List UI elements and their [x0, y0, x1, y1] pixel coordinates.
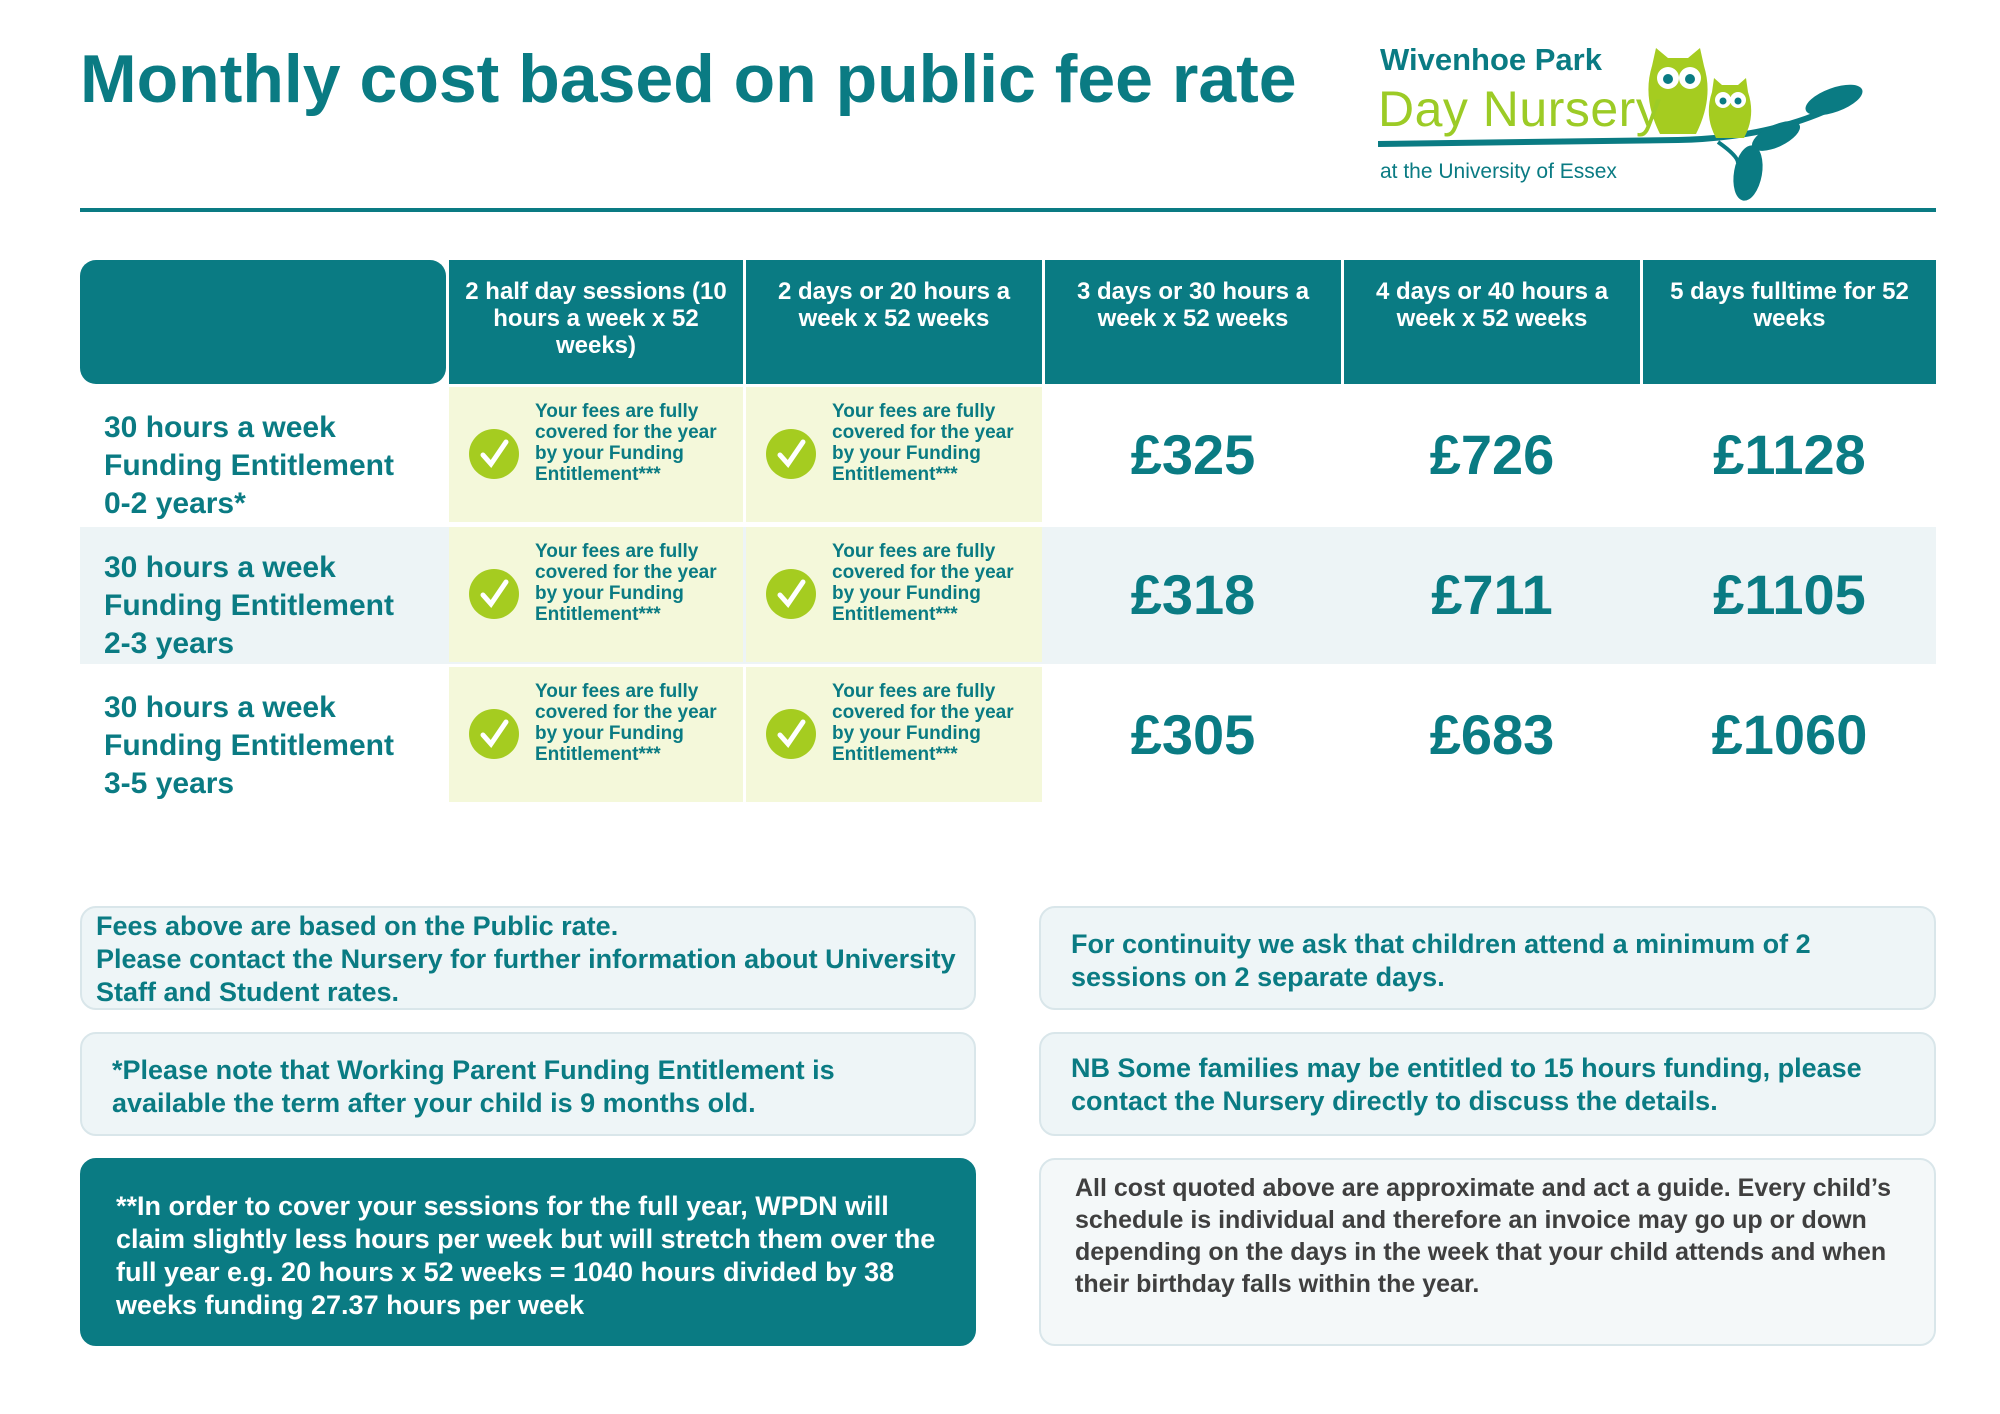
public-rate-note: Fees above are based on the Public rate. Please contact the Nursery for further information about University Staff and Student rates. — [80, 906, 976, 1010]
column-header: 2 half day sessions (10 hours a week x 52 weeks) — [449, 260, 743, 384]
table-corner-cell — [80, 260, 446, 384]
checkmark-icon — [469, 569, 519, 619]
nursery-logo — [1378, 38, 1910, 208]
claim-hours-note: **In order to cover your sessions for the full year, WPDN will claim slightly less hours per week but will stretch them over the full year e.g. 20 hours x 52 weeks = 1040 hours divided by 38 weeks funding 27.37 hours per week — [80, 1158, 976, 1346]
covered-cell: Your fees are fully covered for the year by your Funding Entitlement*** — [449, 527, 743, 662]
checkmark-icon — [766, 569, 816, 619]
checkmark-icon — [766, 429, 816, 479]
logo-nursery-line: Day Nursery — [1378, 81, 1662, 137]
row-label: 30 hours a week Funding Entitlement 0-2 years* — [104, 411, 394, 520]
fifteen-hours-note: NB Some families may be entitled to 15 hours funding, please contact the Nursery directly to discuss the details. — [1039, 1032, 1936, 1136]
row-label: 30 hours a week Funding Entitlement 2-3 years — [104, 551, 394, 660]
checkmark-icon — [766, 709, 816, 759]
row-label: 30 hours a week Funding Entitlement 3-5 years — [104, 691, 394, 800]
covered-cell: Your fees are fully covered for the year by your Funding Entitlement*** — [449, 387, 743, 522]
page-title: Monthly cost based on public fee rate — [80, 41, 1297, 117]
covered-cell: Your fees are fully covered for the year by your Funding Entitlement*** — [746, 667, 1042, 802]
price-cell: £726 — [1429, 423, 1555, 486]
price-cell: £1060 — [1711, 703, 1868, 766]
working-parent-note: *Please note that Working Parent Funding Entitlement is available the term after your child is 9 months old. — [80, 1032, 976, 1136]
price-cell: £325 — [1130, 423, 1256, 486]
price-cell: £1105 — [1713, 563, 1866, 626]
covered-cell: Your fees are fully covered for the year by your Funding Entitlement*** — [449, 667, 743, 802]
header-divider — [80, 208, 1936, 212]
logo-name-line: Wivenhoe Park — [1380, 42, 1602, 77]
approximate-cost-note: All cost quoted above are approximate and act a guide. Every child’s schedule is individual and therefore an invoice may go up or down depending on the days in the week that your child attends and when their birthday falls within the year. — [1039, 1158, 1936, 1346]
column-header: 3 days or 30 hours a week x 52 weeks — [1045, 260, 1341, 384]
continuity-note: For continuity we ask that children attend a minimum of 2 sessions on 2 separate days. — [1039, 906, 1936, 1010]
covered-cell: Your fees are fully covered for the year by your Funding Entitlement*** — [746, 387, 1042, 522]
checkmark-icon — [469, 709, 519, 759]
price-cell: £683 — [1429, 703, 1555, 766]
covered-cell: Your fees are fully covered for the year by your Funding Entitlement*** — [746, 527, 1042, 662]
price-cell: £1128 — [1713, 423, 1866, 486]
price-cell: £318 — [1130, 563, 1256, 626]
column-header: 5 days fulltime for 52 weeks — [1643, 260, 1936, 384]
checkmark-icon — [469, 429, 519, 479]
price-cell: £711 — [1431, 563, 1553, 626]
logo-university-line: at the University of Essex — [1380, 160, 1617, 183]
column-header: 2 days or 20 hours a week x 52 weeks — [746, 260, 1042, 384]
price-cell: £305 — [1130, 703, 1256, 766]
column-header: 4 days or 40 hours a week x 52 weeks — [1344, 260, 1640, 384]
